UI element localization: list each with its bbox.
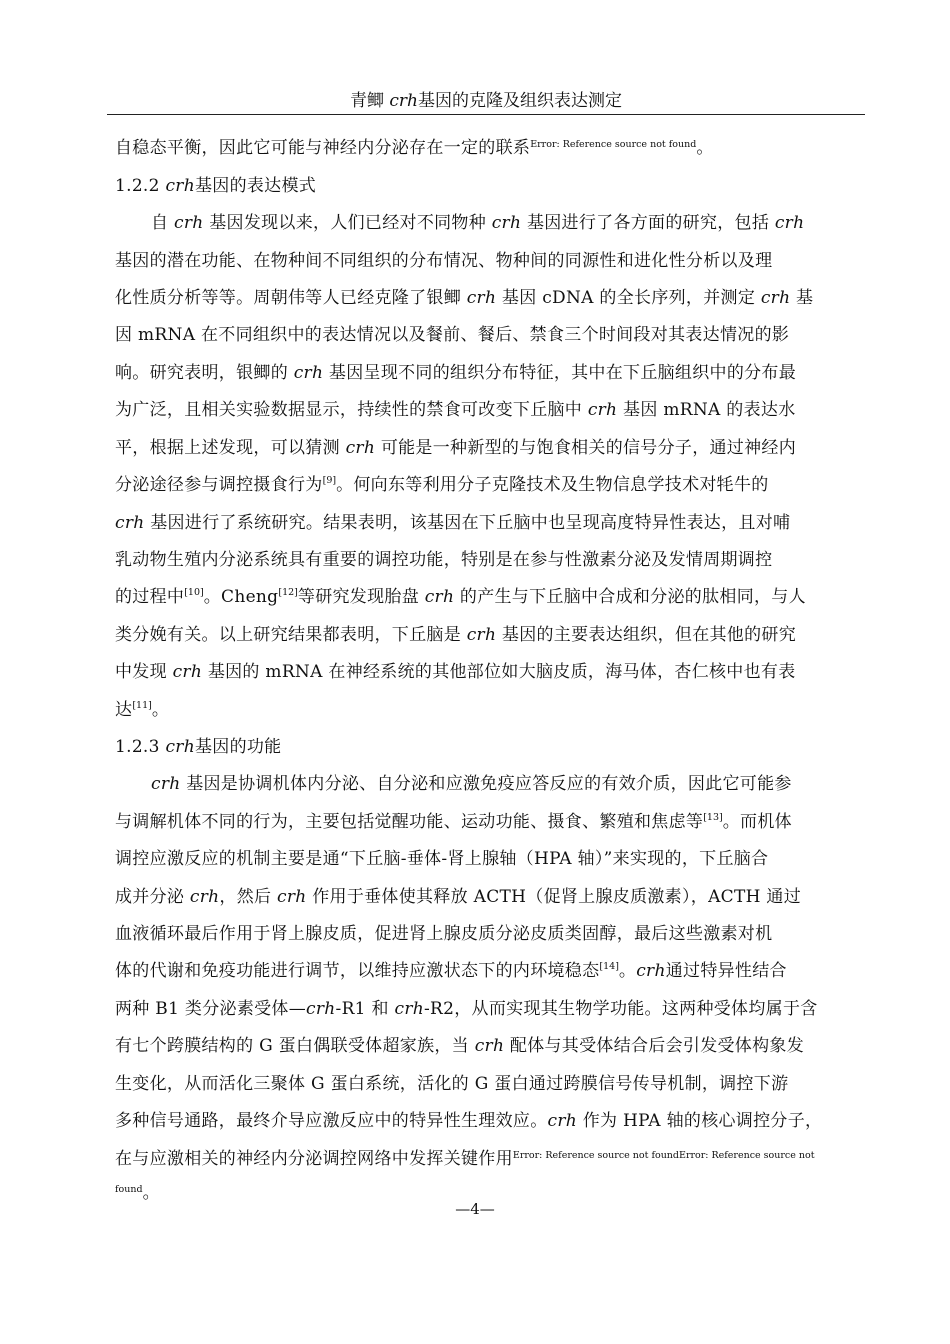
text-line: 在与应激相关的神经内分泌调控网络中发挥关键作用$^{Error: Reference source not foundError: Reference source not}$: [115, 1149, 815, 1169]
text-line: 有七个跨膜结构的 G 蛋白偶联受体超家族，当 crh 配体与其受体结合后会引发受体构象发: [115, 1036, 805, 1056]
text-line: 因 mRNA 在不同组织中的表达情况以及餐前、餐后、禁食三个时间段对其表达情况的影: [115, 325, 790, 345]
text-line: 乳动物生殖内分泌系统具有重要的调控功能，特别是在参与性激素分泌及发情周期调控: [115, 550, 773, 570]
section-heading-1-2-2: 1.2.2 crh基因的表达模式: [115, 176, 317, 196]
text-line: 响。研究表明，银鲫的 crh 基因呈现不同的组织分布特征，其中在下丘脑组织中的分布最: [115, 363, 797, 383]
text-line: 调控应激反应的机制主要是通“下丘脑-垂体-肾上腺轴（HPA 轴）”来实现的，下丘脑合: [115, 849, 769, 869]
text-line: 分泌途径参与调控摄食行为[9]。何向东等利用分子克隆技术及生物信息学技术对牦牛的: [115, 475, 769, 495]
text-line: crh 基因进行了系统研究。结果表明，该基因在下丘脑中也呈现高度特异性表达，且对哺: [115, 513, 791, 533]
text-line: 类分娩有关。以上研究结果都表明，下丘脑是 crh 基因的主要表达组织，但在其他的研究: [115, 625, 797, 645]
text-line: 达[11]。: [115, 700, 170, 720]
text-line: 血液循环最后作用于肾上腺皮质，促进肾上腺皮质分泌皮质类固醇，最后这些激素对机: [115, 924, 773, 944]
text-line: 与调解机体不同的行为，主要包括觉醒功能、运动功能、摄食、繁殖和焦虑等[13]。而机体: [115, 812, 792, 832]
running-header: 青鲫 crh基因的克隆及组织表达测定: [107, 90, 865, 115]
text-line: 为广泛，且相关实验数据显示，持续性的禁食可改变下丘脑中 crh 基因 mRNA 的表达水: [115, 400, 796, 420]
reference-error: Error: Reference source not found: [530, 139, 697, 150]
reference-error: Error: Reference source not foundError: Reference source not: [512, 1150, 815, 1161]
citation: [10]: [184, 587, 204, 598]
text-line: 平，根据上述发现，可以猜测 crh 可能是一种新型的与饱食相关的信号分子，通过神经内: [115, 438, 797, 458]
text-line: 成并分泌 crh，然后 crh 作用于垂体使其释放 ACTH（促肾上腺皮质激素），ACTH 通过: [115, 887, 802, 907]
page-number: —4—: [455, 1200, 495, 1218]
text-line: 化性质分析等等。周朝伟等人已经克隆了银鲫 crh 基因 cDNA 的全长序列，并测定 crh 基: [115, 288, 814, 308]
citation: [9]: [322, 475, 337, 486]
text-line: 中发现 crh 基因的 mRNA 在神经系统的其他部位如大脑皮质，海马体，杏仁核中也有表: [115, 662, 796, 682]
text-line: crh 基因是协调机体内分泌、自分泌和应激免疫应答反应的有效介质，因此它可能参: [151, 774, 792, 794]
text-line: 体的代谢和免疫功能进行调节，以维持应激状态下的内环境稳态[14]。crh通过特异性结合: [115, 961, 787, 981]
reference-error: found: [115, 1184, 143, 1195]
text-line: $^{found}$。: [115, 1183, 160, 1203]
text-line: 基因的潜在功能、在物种间不同组织的分布情况、物种间的同源性和进化性分析以及理: [115, 251, 773, 271]
section-heading-1-2-3: 1.2.3 crh基因的功能: [115, 737, 282, 757]
text-line: 两种 B1 类分泌素受体—crh-R1 和 crh-R2，从而实现其生物学功能。这两种受体均属于含: [115, 999, 818, 1019]
citation: [13]: [703, 812, 723, 823]
citation: [11]: [132, 700, 152, 711]
citation: [12]: [278, 587, 298, 598]
text-line: 生变化，从而活化三聚体 G 蛋白系统，活化的 G 蛋白通过跨膜信号传导机制，调控下游: [115, 1074, 789, 1094]
text-line: 自 crh 基因发现以来，人们已经对不同物种 crh 基因进行了各方面的研究，包括 crh: [151, 213, 805, 233]
text-line: 多种信号通路，最终介导应激反应中的特异性生理效应。crh 作为 HPA 轴的核心调控分子，: [115, 1111, 823, 1131]
citation: [14]: [599, 961, 619, 972]
text-line: 自稳态平衡，因此它可能与神经内分泌存在一定的联系$^{Error: Reference source not found}$。: [115, 138, 714, 158]
text-line: 的过程中[10]。Cheng[12]等研究发现胎盘 crh 的产生与下丘脑中合成和分泌的肽相同，与人: [115, 587, 806, 607]
